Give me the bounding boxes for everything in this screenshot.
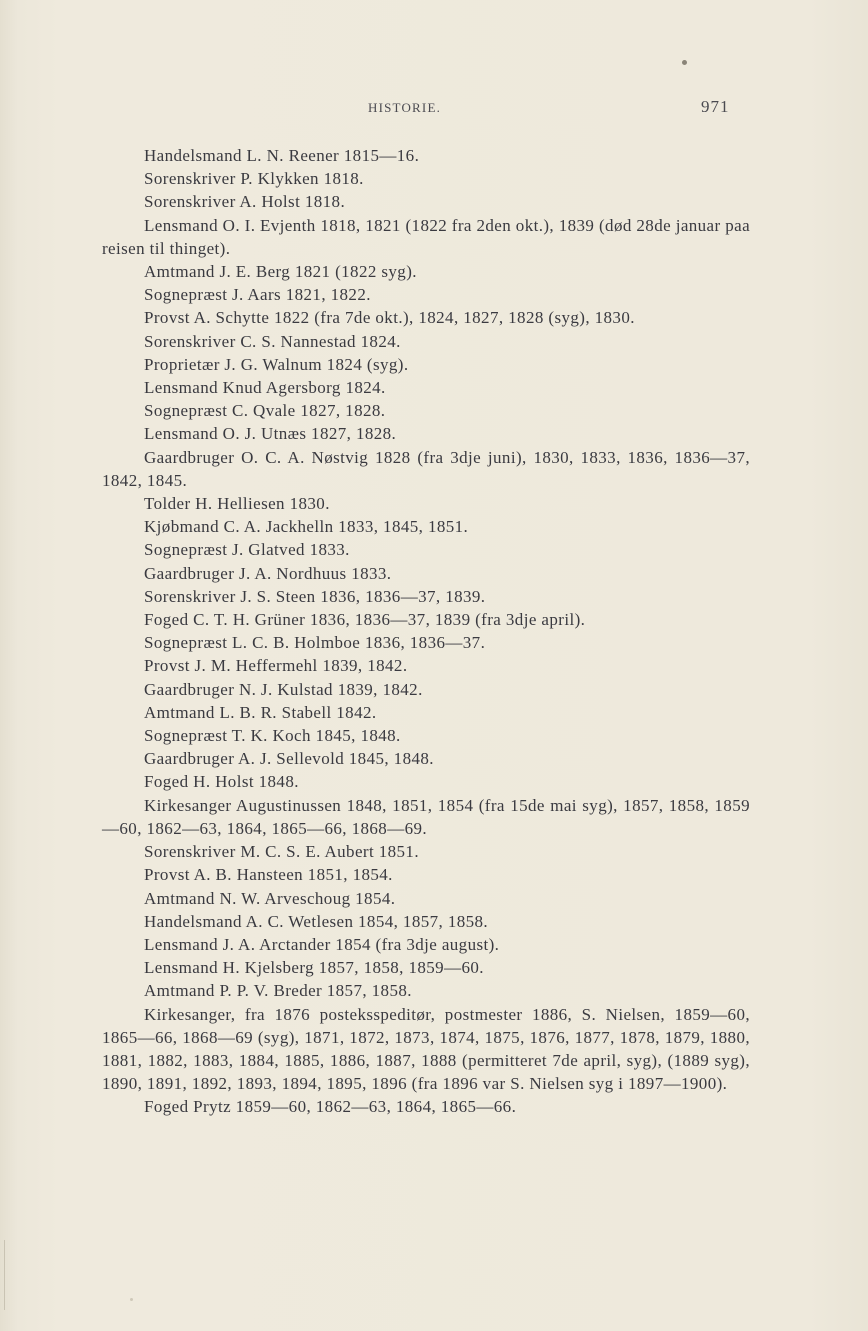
ink-speck (682, 60, 687, 65)
entry-26: Foged H. Holst 1848. (144, 772, 299, 792)
entry-29: Provst A. B. Hansteen 1851, 1854. (144, 865, 393, 885)
entry-35: Kirkesanger, fra 1876 posteksspeditør, postmester 1886, S. Nielsen, 1859—60, 1865—66, 1868—69 (syg), 1871, 1872, 1873, 1874, 1875, 1876, 1877, 1878, 1879, 1880, 1881, 1882, 1883, 1884, 1885, 1886, 1887, 1888 (permitteret 7de april, syg), (1889 syg), 1890, 1891, 1892, 1893, 1894, 1895, 1896 (fra 1896 var S. Nielsen syg i 1897—1900). (102, 1004, 750, 1094)
entry-13: Gaardbruger O. C. A. Nøstvig 1828 (fra 3dje juni), 1830, 1833, 1836, 1836—37, 1842, 1845. (102, 447, 750, 490)
entry-10: Lensmand Knud Agersborg 1824. (144, 378, 386, 398)
paper-speck (130, 1298, 133, 1301)
entry-1: Handelsmand L. N. Reener 1815—16. (144, 146, 420, 165)
page-number: 971 (701, 97, 730, 116)
entry-24: Sognepræst T. K. Koch 1845, 1848. (144, 726, 401, 746)
body-text (102, 144, 750, 1119)
entry-25: Gaardbruger A. J. Sellevold 1845, 1848. (144, 749, 434, 769)
page-edge-mark (4, 1240, 5, 1310)
entry-22: Gaardbruger N. J. Kulstad 1839, 1842. (144, 679, 423, 699)
entry-20: Sognepræst L. C. B. Holmboe 1836, 1836—37. (144, 633, 486, 653)
entry-3: Sorenskriver A. Holst 1818. (144, 192, 346, 212)
entry-8: Sorenskriver C. S. Nannestad 1824. (144, 331, 401, 351)
entry-17: Gaardbruger J. A. Nordhuus 1833. (144, 563, 392, 583)
entry-7: Provst A. Schytte 1822 (fra 7de okt.), 1824, 1827, 1828 (syg), 1830. (144, 308, 635, 328)
entry-21: Provst J. M. Heffermehl 1839, 1842. (144, 656, 408, 676)
page-header (0, 97, 868, 121)
entry-15: Kjøbmand C. A. Jackhelln 1833, 1845, 1851. (144, 517, 469, 537)
running-head: HISTORIE. (368, 100, 442, 115)
entry-19: Foged C. T. H. Grüner 1836, 1836—37, 1839 (fra 3dje april). (144, 610, 586, 630)
entry-2: Sorenskriver P. Klykken 1818. (144, 169, 364, 189)
entry-36: Foged Prytz 1859—60, 1862—63, 1864, 1865—66. (144, 1097, 517, 1117)
entry-16: Sognepræst J. Glatved 1833. (144, 540, 350, 560)
entry-14: Tolder H. Helliesen 1830. (144, 494, 330, 514)
entry-4: Lensmand O. I. Evjenth 1818, 1821 (1822 fra 2den okt.), 1839 (død 28de januar paa reisen til thinget). (102, 215, 751, 258)
entry-11: Sognepræst C. Qvale 1827, 1828. (144, 401, 386, 421)
entry-31: Handelsmand A. C. Wetlesen 1854, 1857, 1858. (144, 911, 489, 931)
entry-12: Lensmand O. J. Utnæs 1827, 1828. (144, 424, 397, 444)
entry-30: Amtmand N. W. Arveschoug 1854. (144, 888, 396, 908)
entry-9: Proprietær J. G. Walnum 1824 (syg). (144, 354, 409, 374)
entry-28: Sorenskriver M. C. S. E. Aubert 1851. (144, 842, 419, 862)
entry-33: Lensmand H. Kjelsberg 1857, 1858, 1859—60. (144, 958, 484, 978)
entry-18: Sorenskriver J. S. Steen 1836, 1836—37, 1839. (144, 586, 486, 606)
entry-5: Amtmand J. E. Berg 1821 (1822 syg). (144, 262, 417, 282)
entry-27: Kirkesanger Augustinussen 1848, 1851, 1854 (fra 15de mai syg), 1857, 1858, 1859—60, 1862—63, 1864, 1865—66, 1868—69. (102, 795, 750, 838)
entry-34: Amtmand P. P. V. Breder 1857, 1858. (144, 981, 412, 1001)
entry-6: Sognepræst J. Aars 1821, 1822. (144, 285, 371, 305)
entry-32: Lensmand J. A. Arctander 1854 (fra 3dje august). (144, 934, 500, 954)
entry-23: Amtmand L. B. R. Stabell 1842. (144, 702, 377, 722)
